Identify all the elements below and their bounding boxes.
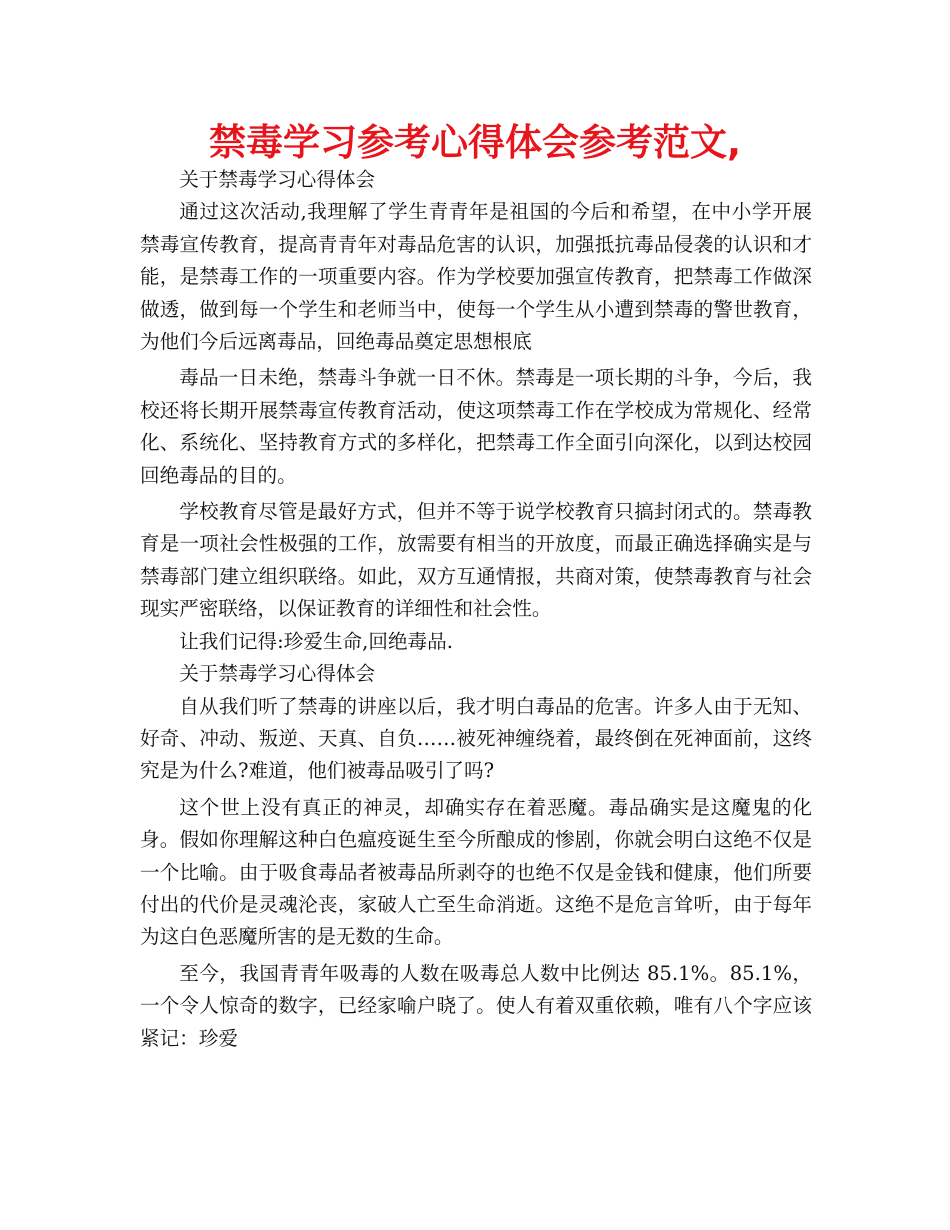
document-title: 禁毒学习参考心得体会参考范文, [208,121,742,164]
section-heading: 关于禁毒学习心得体会 [179,662,376,686]
paragraph: 自从我们听了禁毒的讲座以后，我才明白毒品的危害。许多人由于无知、好奇、冲动、叛逆、天真、自负……被死神缠绕着，最终倒在死神面前，这终究是为什么?难道，他们被毒品吸引了吗? [140,694,812,783]
paragraph: 通过这次活动,我理解了学生青青年是祖国的今后和希望，在中小学开展禁毒宣传教育，提高青青年对毒品危害的认识，加强抵抗毒品侵袭的认识和才能，是禁毒工作的一项重要内容。作为学校要加强宣传教育，把禁毒工作做深做透，做到每一个学生和老师当中，使每一个学生从小遭到禁毒的警世教育，为他们今后远离毒品，回绝毒品奠定思想根底 [140,200,812,354]
document-body [140,164,812,1055]
paragraph: 至今，我国青青年吸毒的人数在吸毒总人数中比例达 85.1%。85.1%，一个令人惊奇的数字，已经家喻户晓了。使人有着双重依赖，唯有八个字应该紧记：珍爱 [140,961,812,1050]
paragraph: 让我们记得:珍爱生命,回绝毒品. [179,629,453,653]
paragraph: 学校教育尽管是最好方式，但并不等于说学校教育只搞封闭式的。禁毒教育是一项社会性极强的工作，放需要有相当的开放度，而最正确选择确实是与禁毒部门建立组织联络。如此，双方互通情报，共商对策，使禁毒教育与社会现实严密联络，以保证教育的详细性和社会性。 [140,500,812,621]
section-heading: 关于禁毒学习心得体会 [179,168,376,191]
paragraph: 这个世上没有真正的神灵，却确实存在着恶魔。毒品确实是这魔鬼的化身。假如你理解这种白色瘟疫诞生至今所酿成的惨剧，你就会明白这绝不仅是一个比喻。由于吸食毒品者被毒品所剥夺的也绝不仅是金钱和健康，他们所要付出的代价是灵魂沦丧，家破人亡至生命消逝。这绝不是危言耸听，由于每年为这白色恶魔所害的是无数的生命。 [140,795,812,949]
paragraph: 毒品一日未绝，禁毒斗争就一日不休。禁毒是一项长期的斗争，今后，我校还将长期开展禁毒宣传教育活动，使这项禁毒工作在学校成为常规化、经常化、系统化、坚持教育方式的多样化，把禁毒工作全面引向深化，以到达校园回绝毒品的目的。 [140,366,812,487]
